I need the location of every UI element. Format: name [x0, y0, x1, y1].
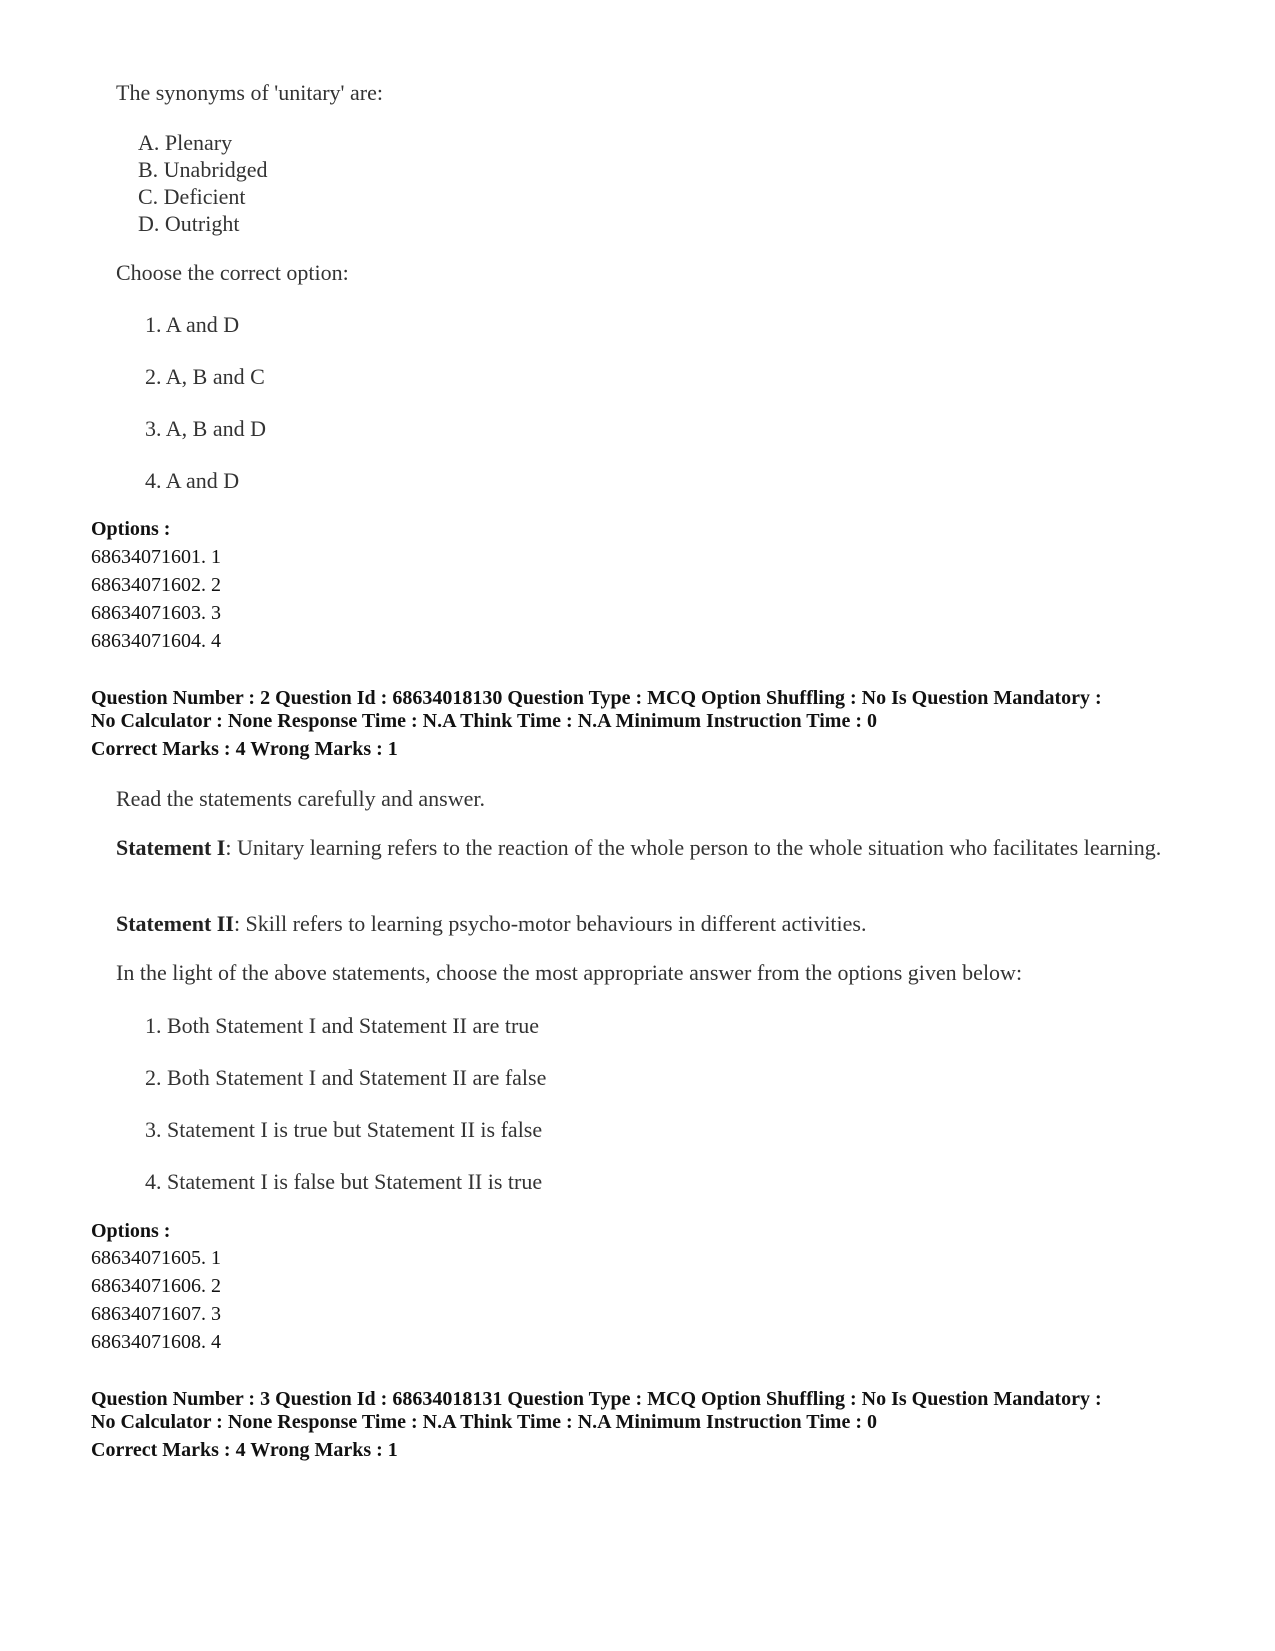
q1-choice-3: 3. A, B and D: [145, 416, 266, 441]
q1-prompt: The synonyms of 'unitary' are:: [116, 80, 383, 105]
q1-instruction: Choose the correct option:: [116, 260, 349, 285]
q2-statement-1-text: : Unitary learning refers to the reaction of the whole person to the whole situation who facilitates learning.: [225, 835, 1162, 860]
q1-choice-4: 4. A and D: [145, 468, 240, 493]
q2-statement-1-label: Statement I: [116, 835, 226, 860]
q1-item-a: A. Plenary: [138, 130, 233, 155]
q2-choice-2: 2. Both Statement I and Statement II are false: [145, 1065, 547, 1090]
q2-option-1: 68634071605. 1: [91, 1247, 221, 1269]
q2-choice-4: 4. Statement I is false but Statement II is true: [145, 1169, 543, 1194]
q2-statement-2-label: Statement II: [116, 911, 234, 936]
q2-intro: Read the statements carefully and answer.: [116, 786, 485, 811]
q1-choice-1: 1. A and D: [145, 312, 240, 337]
q2-option-4: 68634071608. 4: [91, 1331, 221, 1353]
q2-header-line1: Question Number : 2 Question Id : 68634018130 Question Type : MCQ Option Shuffling : No Is Question Mandatory :: [91, 687, 1102, 709]
q1-option-4: 68634071604. 4: [91, 630, 221, 652]
q3-header-line1: Question Number : 3 Question Id : 68634018131 Question Type : MCQ Option Shuffling : No Is Question Mandatory :: [91, 1388, 1102, 1410]
q2-statement-2: [116, 910, 1176, 938]
q2-statement-1: [116, 834, 1176, 862]
q1-option-3: 68634071603. 3: [91, 602, 221, 624]
q2-options-label: Options :: [91, 1220, 171, 1242]
q2-header-line2: No Calculator : None Response Time : N.A Think Time : N.A Minimum Instruction Time : 0: [91, 710, 877, 732]
q1-options-label: Options :: [91, 518, 171, 540]
q2-statement-2-text: : Skill refers to learning psycho-motor behaviours in different activities.: [233, 911, 867, 936]
q1-item-b: B. Unabridged: [138, 157, 268, 182]
q2-instruction: In the light of the above statements, choose the most appropriate answer from the options given below:: [116, 960, 1023, 985]
q1-item-c: C. Deficient: [138, 184, 246, 209]
q2-marks: Correct Marks : 4 Wrong Marks : 1: [91, 738, 398, 760]
q2-choice-1: 1. Both Statement I and Statement II are true: [145, 1013, 540, 1038]
q2-option-3: 68634071607. 3: [91, 1303, 221, 1325]
q2-choice-3: 3. Statement I is true but Statement II is false: [145, 1117, 543, 1142]
q3-marks: Correct Marks : 4 Wrong Marks : 1: [91, 1439, 398, 1461]
q1-option-2: 68634071602. 2: [91, 574, 221, 596]
q3-header-line2: No Calculator : None Response Time : N.A Think Time : N.A Minimum Instruction Time : 0: [91, 1411, 877, 1433]
q1-item-d: D. Outright: [138, 211, 240, 236]
q1-option-1: 68634071601. 1: [91, 546, 221, 568]
q1-choice-2: 2. A, B and C: [145, 364, 265, 389]
q2-option-2: 68634071606. 2: [91, 1275, 221, 1297]
